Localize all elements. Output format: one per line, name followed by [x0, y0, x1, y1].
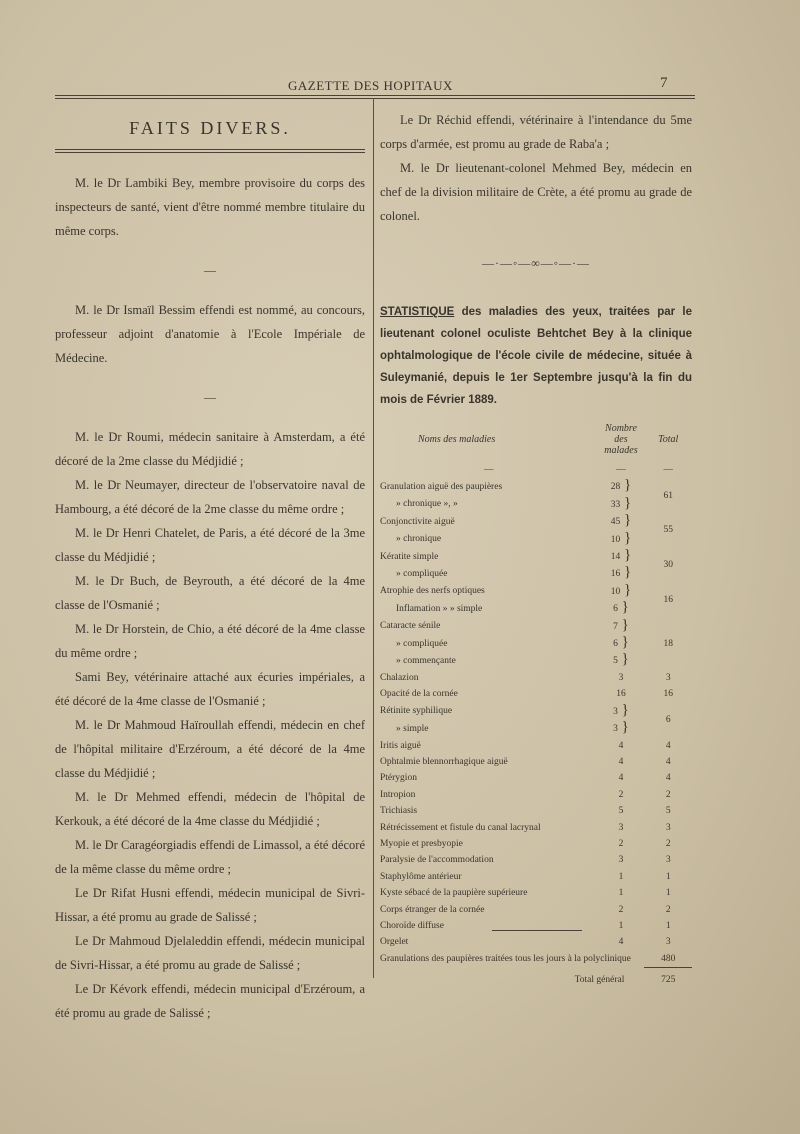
disease-name: » commençante — [396, 655, 456, 666]
patient-count-value: 6 — [613, 639, 618, 650]
table-row — [380, 548, 692, 565]
group-total: 4 — [665, 756, 671, 767]
group-total: 1 — [665, 920, 671, 931]
patient-count-value: 14 — [610, 552, 621, 563]
patient-count — [598, 670, 645, 686]
disease-name: Granulation aiguë des paupières — [380, 481, 503, 492]
disease-name: Conjonctivite aiguë — [380, 516, 455, 527]
separator-dash: — — [204, 390, 216, 404]
patient-count — [598, 720, 645, 737]
patient-count — [598, 478, 645, 495]
patient-count — [598, 787, 645, 803]
disease-name: Intropion — [380, 789, 416, 800]
table-row — [380, 513, 692, 530]
col-header-diseases: Noms des maladies — [418, 434, 496, 445]
table-row — [380, 803, 692, 819]
news-item: M. le Dr Mahmoud Haïroullah effendi, médecin en chef de l'hôpital militaire d'Erzéroum, a été décoré de la 4me classe du Médjidié ; — [55, 718, 365, 780]
brace-mark: } — [620, 494, 632, 511]
decorations-list — [55, 425, 365, 1025]
disease-name: Opacité de la cornée — [380, 689, 458, 700]
news-item: M. le Dr Henri Chatelet, de Paris, a été décoré de la 3me classe du Médjidié ; — [55, 526, 365, 564]
disease-name: Atrophie des nerfs optiques — [380, 586, 485, 597]
column-divider — [373, 98, 374, 978]
brace-mark: } — [620, 547, 632, 564]
table-row — [380, 738, 692, 754]
brace-mark: } — [620, 581, 632, 598]
news-item: M. le Dr Ismaïl Bessim effendi est nommé, au concours, professeur adjoint d'anatomie à l'Ecole Impériale de Médecine. — [55, 303, 365, 365]
news-item: Le Dr Kévork effendi, médecin municipal d'Erzéroum, a été promu au grade de Salissé ; — [55, 982, 365, 1020]
patient-count-value: 7 — [613, 621, 618, 632]
table-row — [380, 703, 692, 720]
closing-rule — [492, 930, 582, 931]
brace-mark: } — [617, 719, 629, 736]
group-total: 3 — [665, 672, 671, 683]
group-total: 4 — [665, 773, 671, 784]
brace-mark: } — [617, 616, 629, 633]
brace-mark: } — [620, 564, 632, 581]
patient-count-value: 1 — [618, 888, 624, 899]
patient-count — [598, 738, 645, 754]
news-item: M. le Dr lieutenant-colonel Mehmed Bey, médecin en chef de la division militaire de Crète, a été promu au grade de colonel. — [380, 161, 692, 223]
title-rule — [55, 149, 365, 153]
news-item: M. le Dr Roumi, médecin sanitaire à Amsterdam, a été décoré de la 2me classe du Médjidié ; — [55, 430, 365, 468]
table-row — [380, 852, 692, 868]
group-total: 3 — [665, 822, 671, 833]
disease-name: Rétinite syphilique — [380, 706, 453, 717]
patient-count — [598, 918, 645, 934]
table-row — [380, 836, 692, 852]
group-total: 2 — [665, 838, 671, 849]
table-row — [380, 583, 692, 600]
group-total: 1 — [665, 888, 671, 899]
group-total: 2 — [665, 904, 671, 915]
col-header-total: Total — [658, 434, 679, 445]
disease-name: Ophtalmie blennorrhagique aiguë — [380, 756, 508, 767]
group-total: 3 — [665, 937, 671, 948]
disease-name: Ptérygion — [380, 773, 417, 784]
ornament-divider: —·—◦—∞—◦—·— — [481, 256, 591, 270]
brace-mark: } — [617, 651, 629, 668]
table-row — [380, 934, 692, 950]
patient-count-value: 2 — [618, 789, 624, 800]
disease-name: Rétrécissement et fistule du canal lacrynal — [380, 822, 541, 833]
left-column — [55, 100, 365, 1025]
disease-name: » simple — [396, 723, 429, 734]
statistics-table — [380, 421, 692, 989]
table-row — [380, 787, 692, 803]
disease-name: Staphylôme antérieur — [380, 871, 462, 882]
disease-name: » compliquée — [396, 568, 448, 579]
news-item: M. le Dr Neumayer, directeur de l'observatoire naval de Hambourg, a été décoré de la 2me classe du même ordre ; — [55, 478, 365, 516]
disease-name: Orgelet — [380, 937, 409, 948]
table-row — [380, 918, 692, 934]
patient-count — [598, 686, 645, 702]
patient-count-value: 45 — [610, 517, 621, 528]
group-total: 16 — [663, 595, 673, 606]
table-row — [380, 770, 692, 786]
patient-count — [598, 496, 645, 513]
news-item: Le Dr Réchid effendi, vétérinaire à l'intendance du 5me corps d'armée, est promu au grade de Raba'a ; — [380, 113, 692, 151]
header-rule — [55, 95, 695, 99]
disease-name: Inflamation » » simple — [396, 603, 483, 614]
table-row — [380, 618, 692, 635]
patient-count — [598, 803, 645, 819]
grand-total-label: Total général — [574, 974, 625, 985]
group-total: 2 — [665, 789, 671, 800]
patient-count — [598, 885, 645, 901]
patient-count — [598, 869, 645, 885]
group-total: 4 — [665, 740, 671, 751]
news-item: M. le Dr Buch, de Beyrouth, a été décoré de la 4me classe de l'Osmanié ; — [55, 574, 365, 612]
disease-name: Chalazion — [380, 672, 419, 683]
brace-mark: } — [617, 701, 629, 718]
patient-count-value: 2 — [618, 904, 624, 915]
patient-count-value: 16 — [610, 569, 621, 580]
patient-count-value: 6 — [613, 604, 618, 615]
table-row — [380, 820, 692, 836]
disease-name: Kératite simple — [380, 551, 439, 562]
group-total: 18 — [663, 638, 673, 649]
statistics-heading — [380, 301, 692, 411]
news-item: Le Dr Rifat Husni effendi, médecin municipal de Sivri-Hissar, a été promu au grade de Salissé ; — [55, 886, 365, 924]
table-row — [380, 478, 692, 495]
table-row — [380, 754, 692, 770]
statistics-body — [380, 478, 692, 988]
disease-name: Myopie et presbyopie — [380, 838, 463, 849]
table-row — [380, 885, 692, 901]
disease-name: Choroïde diffuse — [380, 920, 444, 931]
disease-name: Cataracte sénile — [380, 621, 441, 632]
statistics-description: des maladies des yeux, traitées par le lieutenant colonel oculiste Behtchet Bey à la clinique ophtalmologique de l'école civile de médecine, située à Suleymanié, depuis le 1er Septembre jusqu'à la fin du mois de Février 1889. — [380, 306, 692, 406]
disease-name: Paralysie de l'accommodation — [380, 855, 494, 866]
patient-count — [598, 754, 645, 770]
group-total: 61 — [663, 490, 673, 501]
right-column — [380, 100, 692, 989]
disease-name: Iritis aiguë — [380, 740, 421, 751]
patient-count-value: 3 — [618, 672, 624, 683]
patient-count-value: 3 — [613, 724, 618, 735]
section-title: FAITS DIVERS. — [129, 118, 291, 138]
grand-total-value: 725 — [644, 968, 692, 989]
group-total: 5 — [665, 806, 671, 817]
patient-count — [598, 531, 645, 548]
col-header-patients: Nombre des malades — [604, 423, 638, 456]
patient-count — [598, 836, 645, 852]
statistics-lead-word: STATISTIQUE — [380, 306, 455, 318]
disease-name: Kyste sébacé de la paupière supérieure — [380, 888, 528, 899]
brace-mark: } — [617, 634, 629, 651]
table-row — [380, 951, 692, 968]
news-item: M. le Dr Mehmed effendi, médecin de l'hôpital de Kerkouk, a été décoré de la 4me classe du Médjidié ; — [55, 790, 365, 828]
col-dash: — — [484, 465, 494, 475]
separator-dash: — — [204, 263, 216, 277]
patient-count-value: 10 — [610, 534, 621, 545]
brace-mark: } — [620, 512, 632, 529]
disease-name: » chronique », » — [396, 499, 458, 510]
news-item: Le Dr Mahmoud Djelaleddin effendi, médecin municipal de Sivri-Hissar, a été promu au grade de Salissé ; — [55, 934, 365, 972]
patient-count-value: 28 — [610, 482, 621, 493]
granulations-label: Granulations des paupières traitées tous les jours à la polyclinique — [380, 954, 631, 965]
patient-count-value: 4 — [618, 756, 624, 767]
news-item: M. le Dr Lambiki Bey, membre provisoire du corps des inspecteurs de santé, vient d'être nommé membre titulaire du même corps. — [55, 176, 365, 238]
disease-name: » chronique — [396, 534, 442, 545]
patient-count — [598, 548, 645, 565]
patient-count — [598, 583, 645, 600]
patient-count — [598, 600, 645, 617]
group-total: 16 — [663, 689, 673, 700]
brace-mark: } — [620, 529, 632, 546]
news-item: M. le Dr Caragéorgiadis effendi de Limassol, a été décoré de la même classe du même ordre ; — [55, 838, 365, 876]
patient-count — [598, 635, 645, 652]
patient-count-value: 4 — [618, 937, 624, 948]
col-dash: — — [663, 465, 673, 475]
patient-count-value: 2 — [618, 838, 624, 849]
patient-count — [598, 934, 645, 950]
table-row — [380, 902, 692, 918]
patient-count-value: 5 — [613, 656, 618, 667]
disease-name: Trichiasis — [380, 806, 418, 817]
patient-count-value: 4 — [618, 740, 624, 751]
patient-count — [598, 703, 645, 720]
patient-count — [598, 902, 645, 918]
patient-count — [598, 513, 645, 530]
patient-count-value: 5 — [618, 806, 624, 817]
patient-count-value: 1 — [618, 871, 624, 882]
disease-name: Corps étranger de la cornée — [380, 904, 485, 915]
news-item: M. le Dr Horstein, de Chio, a été décoré de la 4me classe du même ordre ; — [55, 622, 365, 660]
patient-count-value: 1 — [618, 920, 624, 931]
group-total: 6 — [665, 714, 671, 725]
patient-count-value: 16 — [616, 689, 626, 700]
news-item: Sami Bey, vétérinaire attaché aux écuries impériales, a été décoré de la 4me classe de l'Osmanié ; — [55, 670, 365, 708]
patient-count — [598, 820, 645, 836]
patient-count-value: 33 — [610, 499, 621, 510]
page-number: 7 — [660, 75, 668, 91]
disease-name: » compliquée — [396, 638, 448, 649]
brace-mark: } — [620, 477, 632, 494]
patient-count — [598, 565, 645, 582]
patient-count-value: 3 — [618, 822, 624, 833]
patient-count-value: 10 — [610, 586, 621, 597]
granulations-total: 480 — [661, 953, 676, 964]
group-total: 1 — [665, 871, 671, 882]
patient-count — [598, 652, 645, 669]
patient-count — [598, 770, 645, 786]
running-header: GAZETTE DES HOPITAUX — [288, 78, 453, 93]
patient-count — [598, 618, 645, 635]
group-total: 3 — [665, 855, 671, 866]
brace-mark: } — [617, 599, 629, 616]
table-row — [380, 670, 692, 686]
group-total: 30 — [663, 560, 673, 571]
col-dash: — — [616, 465, 626, 475]
table-row — [380, 686, 692, 702]
group-total: 55 — [663, 525, 673, 536]
grand-total-row — [380, 968, 692, 989]
patient-count — [598, 852, 645, 868]
patient-count-value: 3 — [613, 706, 618, 717]
patient-count-value: 4 — [618, 773, 624, 784]
table-row — [380, 869, 692, 885]
patient-count-value: 3 — [618, 855, 624, 866]
